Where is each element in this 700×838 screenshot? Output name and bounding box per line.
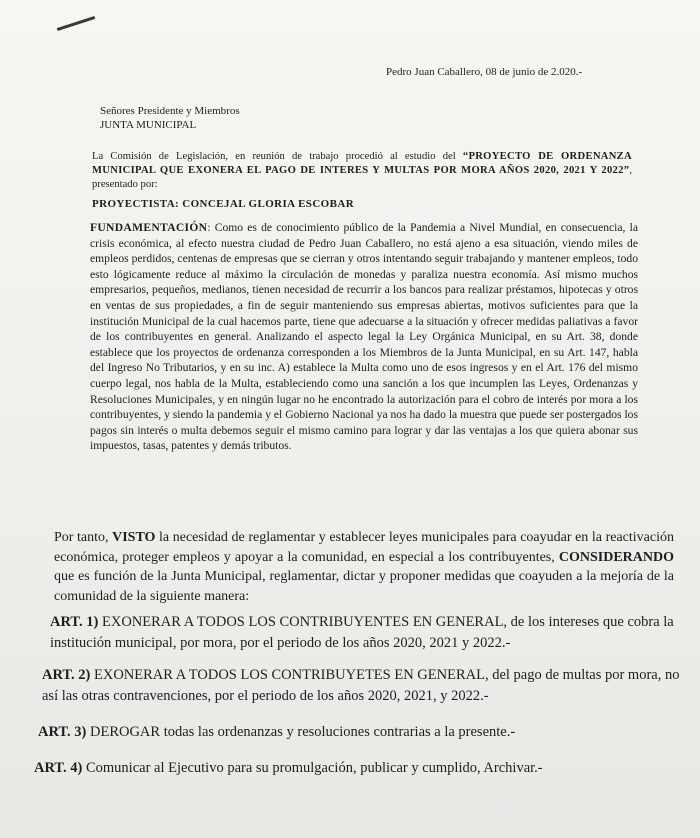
article-2-label: ART. 2) [42, 667, 91, 683]
visto-text-2: que es función de la Junta Municipal, reglamentar, dictar y proponer medidas que coayuden a la mejoría de la comunidad de la siguiente manera: [54, 569, 674, 604]
article-1 [50, 612, 680, 654]
intro-text: La Comisión de Legislación, en reunión de trabajo procedió al estudio del [92, 151, 463, 162]
article-1-text: EXONERAR A TODOS LOS CONTRIBUYENTES EN GENERAL, de los intereses que cobra la institución municipal, por mora, por el periodo de los años 2020, 2021 y 2022.- [50, 614, 674, 651]
addressee [100, 104, 240, 132]
date-line: Pedro Juan Caballero, 08 de junio de 2.020.- [386, 66, 583, 78]
article-4-text: Comunicar al Ejecutivo para su promulgación, publicar y cumplido, Archivar.- [82, 760, 543, 776]
article-3-text: DEROGAR todas las ordenanzas y resoluciones contrarias a la presente.- [86, 724, 516, 740]
article-2 [42, 665, 688, 707]
article-3 [38, 722, 684, 743]
article-2-text: EXONERAR A TODOS LOS CONTRIBUYETES EN GENERAL, del pago de multas por mora, no así las otras contravenciones, por el periodo de los años 2020, 2021, y 2022.- [42, 667, 680, 704]
intro-suffix: , presentado por: [92, 165, 632, 190]
article-3-label: ART. 3) [38, 724, 87, 740]
intro-paragraph [92, 150, 632, 192]
project-title: “PROYECTO DE ORDENANZA MUNICIPAL QUE EXONERA EL PAGO DE INTERES Y MULTAS POR MORA AÑOS 2020, 2021 Y 2022” [92, 151, 632, 176]
fundamentacion-text: : Como es de conocimiento público de la Pandemia a Nivel Mundial, en consecuencia, la crisis económica, al efecto nuestra ciudad de Pedro Juan Caballero, no está ajeno a esa situación, viendo miles de empleos perdidos, centenas de empresas que se cierran y otros intentando seguir trabajando y mantener empleos, todo esto lógicamente reduce al máximo la circulación de monedas y paraliza nuestra economía. Así mismo muchos empresarios, pequeños, medianos, tienen necesidad de recurrir a los bancos para realizar préstamos, hipotecas y otros en ventas de sus propiedades, a fin de seguir manteniendo sus empresas abiertas, motivos suficientes para que la institución Municipal de la cual hacemos parte, tiene que adecuarse a la situación y ofrecer medidas paliativas a favor de los contribuyentes en general. Analizando el aspecto legal la Ley Orgánica Municipal, en su Art. 38, donde establece que los proyectos de ordenanza corresponden a los Miembros de la Junta Municipal, en su Art. 147, habla del Ingreso No Tributarios, y en su inc. A) establece la Multa como uno de esos ingresos y en el Art. 176 del mismo cuerpo legal, nos habla de la Multa, estableciendo como una sanción a los que incumplen las Leyes, Ordenanzas y Resoluciones Municipales, y en ningún lugar no he encontrado la autorización para el cobro de interés por mora a los contribuyentes, y siendo la pandemia y el Gobierno Nacional ya nos ha dado la muestra que puede ser postergados los pagos sin interés o multa debemos seguir el mismo camino para lograr y dar las ventajas a los que quiera abonar sus impuestos, tasas, patentes y demás tributos. [90, 221, 638, 453]
addressee-line-1: Señores Presidente y Miembros [100, 105, 240, 117]
fundamentacion-label: FUNDAMENTACIÓN [90, 221, 208, 234]
article-4-label: ART. 4) [34, 760, 83, 776]
fundamentacion-paragraph [90, 220, 638, 454]
addressee-line-2: JUNTA MUNICIPAL [100, 119, 197, 131]
pen-mark [57, 16, 96, 31]
visto-prefix: Por tanto, [54, 530, 113, 545]
considerando-word: CONSIDERANDO [558, 549, 674, 565]
article-4 [34, 758, 684, 779]
visto-word: VISTO [112, 530, 156, 545]
proyectista: PROYECTISTA: CONCEJAL GLORIA ESCOBAR [92, 198, 355, 210]
visto-text-1: la necesidad de reglamentar y establecer leyes municipales para coayudar en la reactivación económica, proteger empleos y apoyar a la comunidad, en especial a los contribuyentes, [54, 530, 674, 565]
visto-paragraph [54, 528, 674, 606]
article-1-label: ART. 1) [50, 614, 99, 630]
